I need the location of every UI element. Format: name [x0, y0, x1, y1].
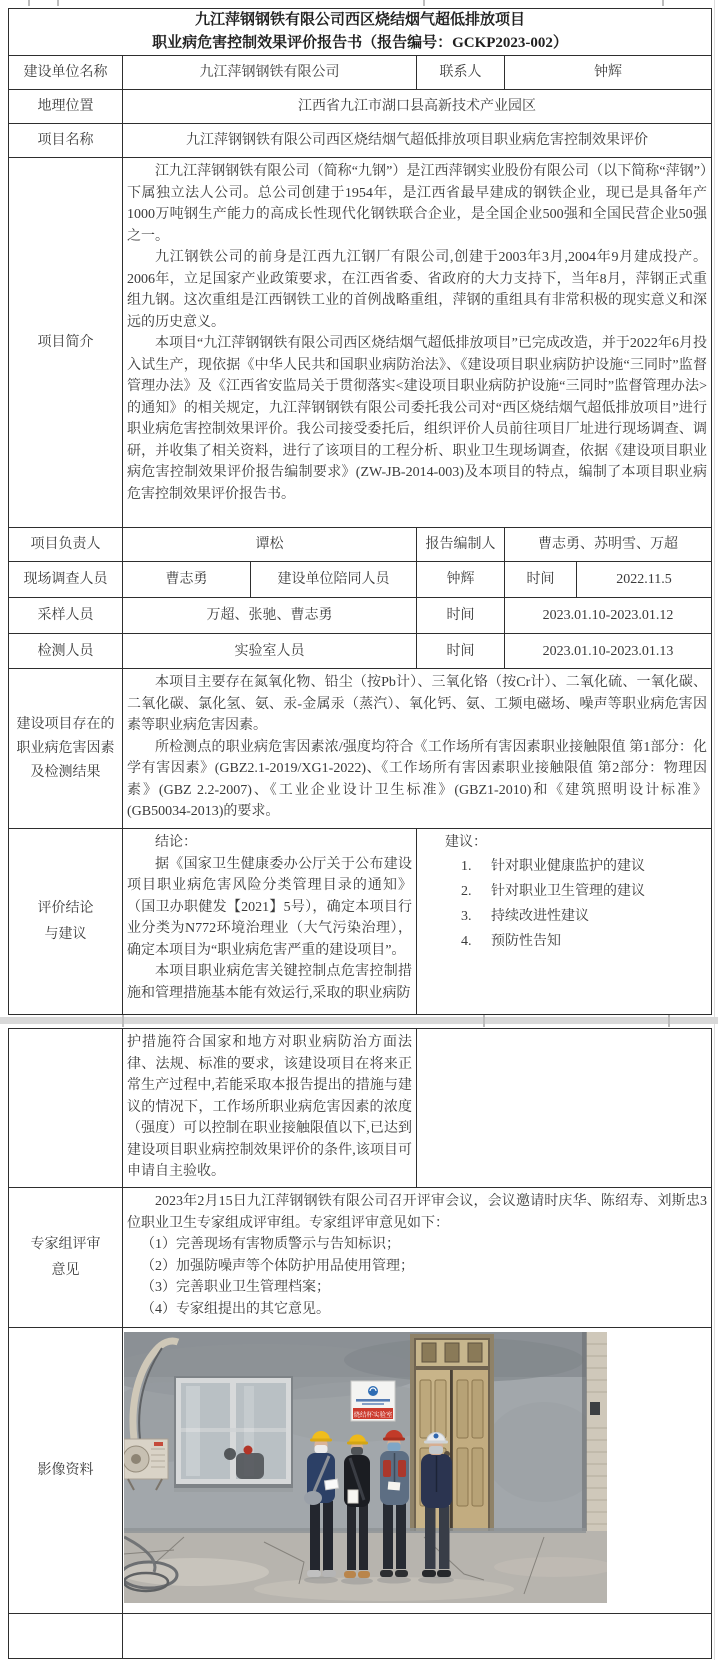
suggestion-text: 持续改进性建议: [491, 908, 589, 924]
label-location: 地理位置: [9, 90, 123, 123]
expert-item: （2）加强防噪声等个体防护用品使用管理；: [141, 1258, 414, 1274]
label-report-writer: 报告编制人: [417, 528, 505, 561]
label-project-intro: 项目简介: [9, 158, 123, 527]
label-hazards-line2: 职业病危害因素: [16, 740, 115, 756]
label-project-name: 项目名称: [9, 124, 123, 157]
photo-cell: [123, 1328, 711, 1613]
value-sampling-time: 2023.01.10-2023.01.12: [542, 608, 674, 623]
expert-item: （4）专家组提出的其它意见。: [141, 1301, 330, 1317]
value-project-name: 九江萍钢钢铁有限公司西区烧结烟气超低排放项目职业病危害控制效果评价: [186, 133, 648, 148]
mask: [351, 1447, 363, 1455]
mask: [429, 1446, 443, 1454]
expert-item: （1）完善现场有害物质警示与告知标识；: [141, 1237, 400, 1252]
suggestion-number: 2.: [461, 883, 472, 899]
conclusion-paragraph: 本项目职业病危害关键控制点危害控制措施和管理措施基本能有效运行,采取的职业病防: [127, 964, 412, 1001]
value-location: 江西省九江市湖口县高新技术产业园区: [298, 99, 536, 114]
suggestion-item: [421, 929, 707, 954]
sheet-tick: [122, 1014, 124, 1027]
label-expert-review: [9, 1188, 123, 1327]
label-expert-line1: 专家组评审: [30, 1236, 101, 1252]
label-sampling: 采样人员: [9, 598, 123, 633]
value-testing-person: 实验室人员: [123, 634, 417, 668]
report-title-line2: 职业病危害控制效果评价报告书（报告编号：GCKP2023-002）: [152, 35, 568, 51]
sheet-tick: [668, 1014, 670, 1027]
hazards-paragraph: 本项目主要存在氮氧化物、铅尘（按Pb计）、三氧化铬（按Cr计）、二氧化硫、一氧化碳、二氧化碳、氯化氢、氨、汞-金属汞（蒸汽）、氧化钙、氨、工频电磁场、噪声等职业病危害因素等职业病危害因素。: [127, 675, 707, 733]
window-reflection-head: [224, 1448, 236, 1460]
intro-paragraph: 江九江萍钢钢铁有限公司（简称“九钢”）是江西萍钢实业股份有限公司（以下简称“萍钢”）下属独立法人公司。总公司创建于1954年，是江西省最早建成的钢铁企业，现已是具备年产1000万吨钢生产能力的高成长性现代化钢铁联合企业，是全国企业500强和全国民营企业50强之一。: [127, 164, 707, 244]
report-table-continued: [8, 1028, 712, 1659]
mask: [388, 1443, 401, 1452]
empty-label-cell: [9, 1029, 123, 1187]
intro-paragraph: 本项目“九江萍钢钢铁有限公司西区烧结烟气超低排放项目”已完成改造，并于2022年6月投入试生产，现依据《中华人民共和国职业病防治法》、《建设项目职业病防护设施“三同时”监督管理办法》及《江西省安监局关于贯彻落实<建设项目职业病防护设施“三同时”监督管理办法>的通知》的相关规定，九江萍钢钢铁有限公司委托我公司对“西区烧结烟气超低排放项目”进行职业病危害控制效果评价。我公司接受委托后，组织评价人员前往项目厂址进行现场调查、调研，并收集了相关资料，进行了该项目的工程分析、职业卫生现场调查，依据《建设项目职业病危害控制效果评价报告编制要求》(ZW-JB-2014-003)及本项目的特点，编制了本项目职业病危害控制效果评价报告书。: [127, 336, 707, 502]
value-testing-time: 2023.01.10-2023.01.13: [542, 643, 674, 659]
value-sampling-person: 万超、张驰、曹志勇: [123, 598, 417, 633]
conclusion-continued-column: [123, 1029, 417, 1187]
suggestions-heading: 建议：: [445, 835, 487, 850]
suggestion-number: 3.: [461, 908, 472, 924]
label-sampling-time: 时间: [417, 598, 505, 633]
value-report-writer: 曹志勇、苏明雪、万超: [538, 537, 678, 552]
empty-label-cell: [9, 1614, 123, 1658]
expert-intro: 2023年2月15日九江萍钢钢铁有限公司召开评审会议，会议邀请时庆华、陈绍寿、刘斯忠3位职业卫生专家组成评审组。专家组评审意见如下：: [127, 1194, 707, 1231]
label-conclusion-line1: 评价结论: [37, 900, 94, 916]
label-hazards-line3: 及检测结果: [30, 764, 101, 780]
suggestion-item: [421, 879, 707, 904]
suggestions-column: [417, 829, 711, 1014]
sheet-gridline: [714, 0, 715, 1660]
value-site-survey-time: 2022.11.5: [616, 572, 672, 587]
conclusion-heading: 结论：: [155, 835, 197, 850]
mask: [315, 1445, 328, 1453]
expert-review-text: [123, 1188, 711, 1327]
sheet-tick: [483, 1014, 485, 1027]
value-site-survey-person: 曹志勇: [123, 562, 251, 597]
label-photo: 影像资料: [9, 1328, 123, 1613]
report-table-main: [8, 8, 712, 1015]
label-hazards-line1: 建设项目存在的: [16, 716, 115, 732]
suggestion-item: [421, 904, 707, 929]
hazards-text: [123, 669, 711, 828]
suggestion-number: 4.: [461, 933, 472, 949]
label-site-survey-time: 时间: [505, 562, 577, 597]
conclusion-paragraph: 据《国家卫生健康委办公厅关于公布建设项目职业病危害风险分类管理目录的通知》（国卫办职健发【2021】5号），确定本项目行业分类为N772环境治理业（大气污染治理），确定本项目为“职业病危害严重的建设项目”。: [127, 856, 412, 958]
label-accompany: 建设单位陪同人员: [251, 562, 417, 597]
conclusion-column: [123, 829, 417, 1014]
empty-suggestions-cell: [417, 1029, 711, 1187]
label-project-leader: 项目负责人: [9, 528, 123, 561]
conclusion-paragraph-continued: 护措施符合国家和地方对职业病防治方面法律、法规、标准的要求，该建设项目在将来正常生产过程中,若能采取本报告提出的措施与建议的情况下，工作场所职业病危害因素的浓度（强度）可以控制在职业接触限值以下,已达到建设项目职业病控制效果评价的条件,该项目可申请自主验收。: [127, 1035, 412, 1179]
label-expert-line2: 意见: [51, 1262, 80, 1278]
label-conclusion-line2: 与建议: [44, 926, 87, 942]
wall-box: [590, 1402, 600, 1415]
suggestion-text: 针对职业卫生管理的建议: [491, 883, 645, 899]
sheet-tick: [57, 0, 59, 6]
lab-sign: [351, 1381, 395, 1421]
intro-paragraph: 九江钢铁公司的前身是江西九江钢厂有限公司,创建于2003年3月,2004年9月建成投产。2006年，立足国家产业政策要求，在江西省委、省政府的大力支持下，当年8月，萍钢正式重组九钢。这次重组是江西钢铁工业的首例战略重组，萍钢的重组具有非常积极的现实意义和深远的历史意义。: [127, 250, 707, 330]
value-contact: 钟辉: [594, 65, 622, 80]
sheet-tick: [28, 0, 30, 6]
empty-cell: [123, 1614, 711, 1658]
expert-item: （3）完善职业卫生管理档案；: [141, 1280, 330, 1295]
label-construction-unit: 建设单位名称: [9, 56, 123, 89]
sign-red-text: 烧结杯实验室: [353, 1411, 393, 1419]
label-hazards: [9, 669, 123, 828]
hazards-paragraph: 所检测点的职业病危害因素浓/强度均符合《工作场所有害因素职业接触限值 第1部分：化学有害因素》(GBZ2.1-2019/XG1-2022)、《工作场所有害因素职业接触限值 第2部分：物理因素》(GBZ 2.2-2007)、《工业企业设计卫生标准》(GBZ1-2010)和《建筑照明设计标准》(GB50034-2013)的要求。: [127, 739, 707, 819]
label-testing-time: 时间: [417, 634, 505, 668]
sheet-tick: [423, 0, 425, 6]
value-construction-unit: 九江萍钢钢铁有限公司: [123, 56, 417, 89]
suggestion-text: 预防性告知: [491, 933, 561, 949]
suggestion-number: 1.: [461, 858, 472, 874]
label-contact: 联系人: [417, 56, 505, 89]
brick-wall: [586, 1332, 607, 1564]
table-gap-band: [0, 1017, 718, 1024]
window: [174, 1376, 293, 1492]
project-intro-text: [123, 158, 711, 527]
suggestion-text: 针对职业健康监护的建议: [491, 858, 645, 874]
window-reflection-red-hat: [244, 1446, 253, 1455]
sheet-tick: [662, 0, 664, 6]
value-project-leader: 谭松: [123, 528, 417, 561]
label-site-survey: 现场调查人员: [9, 562, 123, 597]
label-conclusion: [9, 829, 123, 1014]
value-accompany-person: 钟辉: [417, 562, 505, 597]
suggestion-item: [421, 854, 707, 879]
report-title-line1: 九江萍钢钢铁有限公司西区烧结烟气超低排放项目: [194, 12, 525, 28]
site-photo: [124, 1332, 607, 1603]
label-testing: 检测人员: [9, 634, 123, 668]
report-title: [9, 9, 711, 55]
